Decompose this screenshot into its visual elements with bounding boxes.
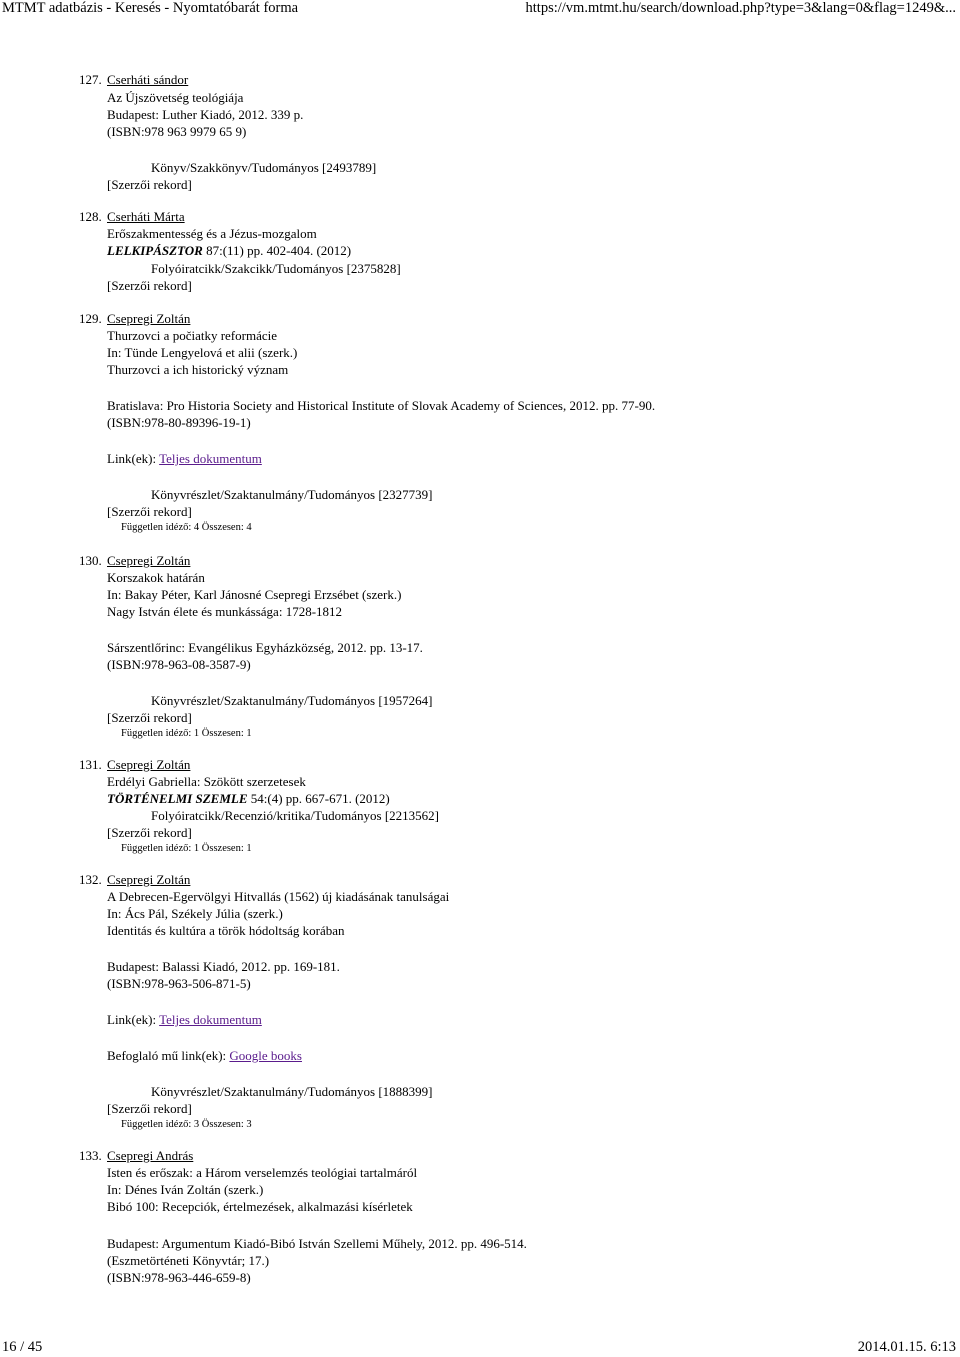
author-link[interactable]: Cserháti sándor	[107, 72, 189, 87]
journal-name: LELKIPÁSZTOR	[107, 243, 203, 258]
print-header	[0, 0, 960, 22]
isbn: (ISBN:978-963-506-871-5)	[107, 976, 251, 991]
isbn: (ISBN:978-963-08-3587-9)	[107, 657, 251, 672]
author-link[interactable]: Csepregi Zoltán	[107, 872, 191, 887]
record-number: 130.	[79, 553, 102, 568]
book-title: Nagy István élete és munkássága: 1728-1812	[107, 604, 343, 619]
author-record-label: [Szerzői rekord]	[107, 177, 192, 192]
author-record-label: [Szerzői rekord]	[107, 504, 192, 519]
record-title: Isten és erőszak: a Három verselemzés teológiai tartalmáról	[107, 1165, 418, 1180]
isbn: (ISBN:978-963-446-659-8)	[107, 1270, 251, 1285]
isbn: (ISBN:978 963 9979 65 9)	[107, 124, 247, 139]
record-number: 127.	[79, 72, 102, 87]
editors: In: Dénes Iván Zoltán (szerk.)	[107, 1182, 264, 1197]
record-title: Thurzovci a počiatky reformácie	[107, 328, 277, 343]
page-counter: 16 / 45	[2, 1339, 43, 1355]
author-record-label: [Szerzői rekord]	[107, 1101, 192, 1116]
isbn: (ISBN:978-80-89396-19-1)	[107, 415, 251, 430]
publication-info	[107, 243, 351, 259]
author-link[interactable]: Csepregi Zoltán	[107, 553, 191, 568]
journal-details: 87:(11) pp. 402-404. (2012)	[202, 243, 352, 258]
publication-info: Bratislava: Pro Historia Society and Historical Institute of Slovak Academy of Sciences, 2012. pp. 77-90.	[107, 398, 656, 413]
author-link[interactable]: Csepregi Zoltán	[107, 757, 191, 772]
citation-counts: Független idéző: 3 Összesen: 3	[121, 1119, 252, 1130]
record-title: Az Újszövetség teológiája	[107, 90, 244, 105]
author-record-label: [Szerzői rekord]	[107, 825, 192, 840]
citation-counts: Független idéző: 1 Összesen: 1	[121, 843, 252, 854]
record-type: Könyvrészlet/Szaktanulmány/Tudományos [1957264]	[151, 693, 433, 708]
page-url: https://vm.mtmt.hu/search/download.php?type=3&lang=0&flag=1249&...	[525, 0, 956, 16]
author-record-label: [Szerzői rekord]	[107, 278, 192, 293]
links-label: Link(ek):	[107, 451, 160, 466]
record-number: 131.	[79, 757, 102, 772]
author-link[interactable]: Csepregi Zoltán	[107, 311, 191, 326]
record-type: Folyóiratcikk/Szakcikk/Tudományos [2375828]	[151, 261, 401, 276]
google-books-link[interactable]: Google books	[229, 1048, 302, 1063]
record-title: A Debrecen-Egervölgyi Hitvallás (1562) új kiadásának tanulságai	[107, 889, 450, 904]
author-link[interactable]: Csepregi András	[107, 1148, 194, 1163]
links-row	[107, 1012, 262, 1028]
book-title: Identitás és kultúra a török hódoltság korában	[107, 923, 345, 938]
citation-counts: Független idéző: 1 Összesen: 1	[121, 728, 252, 739]
publication-info: Budapest: Balassi Kiadó, 2012. pp. 169-181.	[107, 959, 340, 974]
record-number: 128.	[79, 209, 102, 224]
author-record-label: [Szerzői rekord]	[107, 710, 192, 725]
journal-details: 54:(4) pp. 667-671. (2012)	[247, 791, 390, 806]
record-title: Erdélyi Gabriella: Szökött szerzetesek	[107, 774, 306, 789]
author-link[interactable]: Cserháti Márta	[107, 209, 185, 224]
record-type: Könyvrészlet/Szaktanulmány/Tudományos [2327739]	[151, 487, 433, 502]
journal-name: TÖRTÉNELMI SZEMLE	[107, 791, 248, 806]
full-document-link[interactable]: Teljes dokumentum	[159, 451, 262, 466]
book-title: Thurzovci a ich historický význam	[107, 362, 289, 377]
publication-info: Budapest: Luther Kiadó, 2012. 339 p.	[107, 107, 304, 122]
record-number: 133.	[79, 1148, 102, 1163]
container-links-label: Befoglaló mű link(ek):	[107, 1048, 230, 1063]
publication-info: Sárszentlőrinc: Evangélikus Egyházközség, 2012. pp. 13-17.	[107, 640, 423, 655]
publication-info: Budapest: Argumentum Kiadó-Bibó István Szellemi Műhely, 2012. pp. 496-514.	[107, 1236, 527, 1251]
record-number: 132.	[79, 872, 102, 887]
record-number: 129.	[79, 311, 102, 326]
record-type: Folyóiratcikk/Recenzió/kritika/Tudományos [2213562]	[151, 808, 440, 823]
editors: In: Ács Pál, Székely Júlia (szerk.)	[107, 906, 283, 921]
record-title: Korszakok határán	[107, 570, 205, 585]
print-footer	[0, 1339, 960, 1357]
container-links-row	[107, 1048, 302, 1064]
record-title: Erőszakmentesség és a Jézus-mozgalom	[107, 226, 317, 241]
record-type: Könyvrészlet/Szaktanulmány/Tudományos [1888399]	[151, 1084, 433, 1099]
page-title: MTMT adatbázis - Keresés - Nyomtatóbarát forma	[2, 0, 299, 16]
editors: In: Tünde Lengyelová et alii (szerk.)	[107, 345, 298, 360]
links-row	[107, 451, 262, 467]
record-type: Könyv/Szakkönyv/Tudományos [2493789]	[151, 160, 377, 175]
citation-counts: Független idéző: 4 Összesen: 4	[121, 522, 252, 533]
publication-info	[107, 791, 390, 807]
editors: In: Bakay Péter, Karl Jánosné Csepregi Erzsébet (szerk.)	[107, 587, 402, 602]
book-title: Bibó 100: Recepciók, értelmezések, alkalmazási kísérletek	[107, 1199, 413, 1214]
print-datetime: 2014.01.15. 6:13	[857, 1339, 956, 1355]
series: (Eszmetörténeti Könyvtár; 17.)	[107, 1253, 270, 1268]
links-label: Link(ek):	[107, 1012, 160, 1027]
full-document-link[interactable]: Teljes dokumentum	[159, 1012, 262, 1027]
